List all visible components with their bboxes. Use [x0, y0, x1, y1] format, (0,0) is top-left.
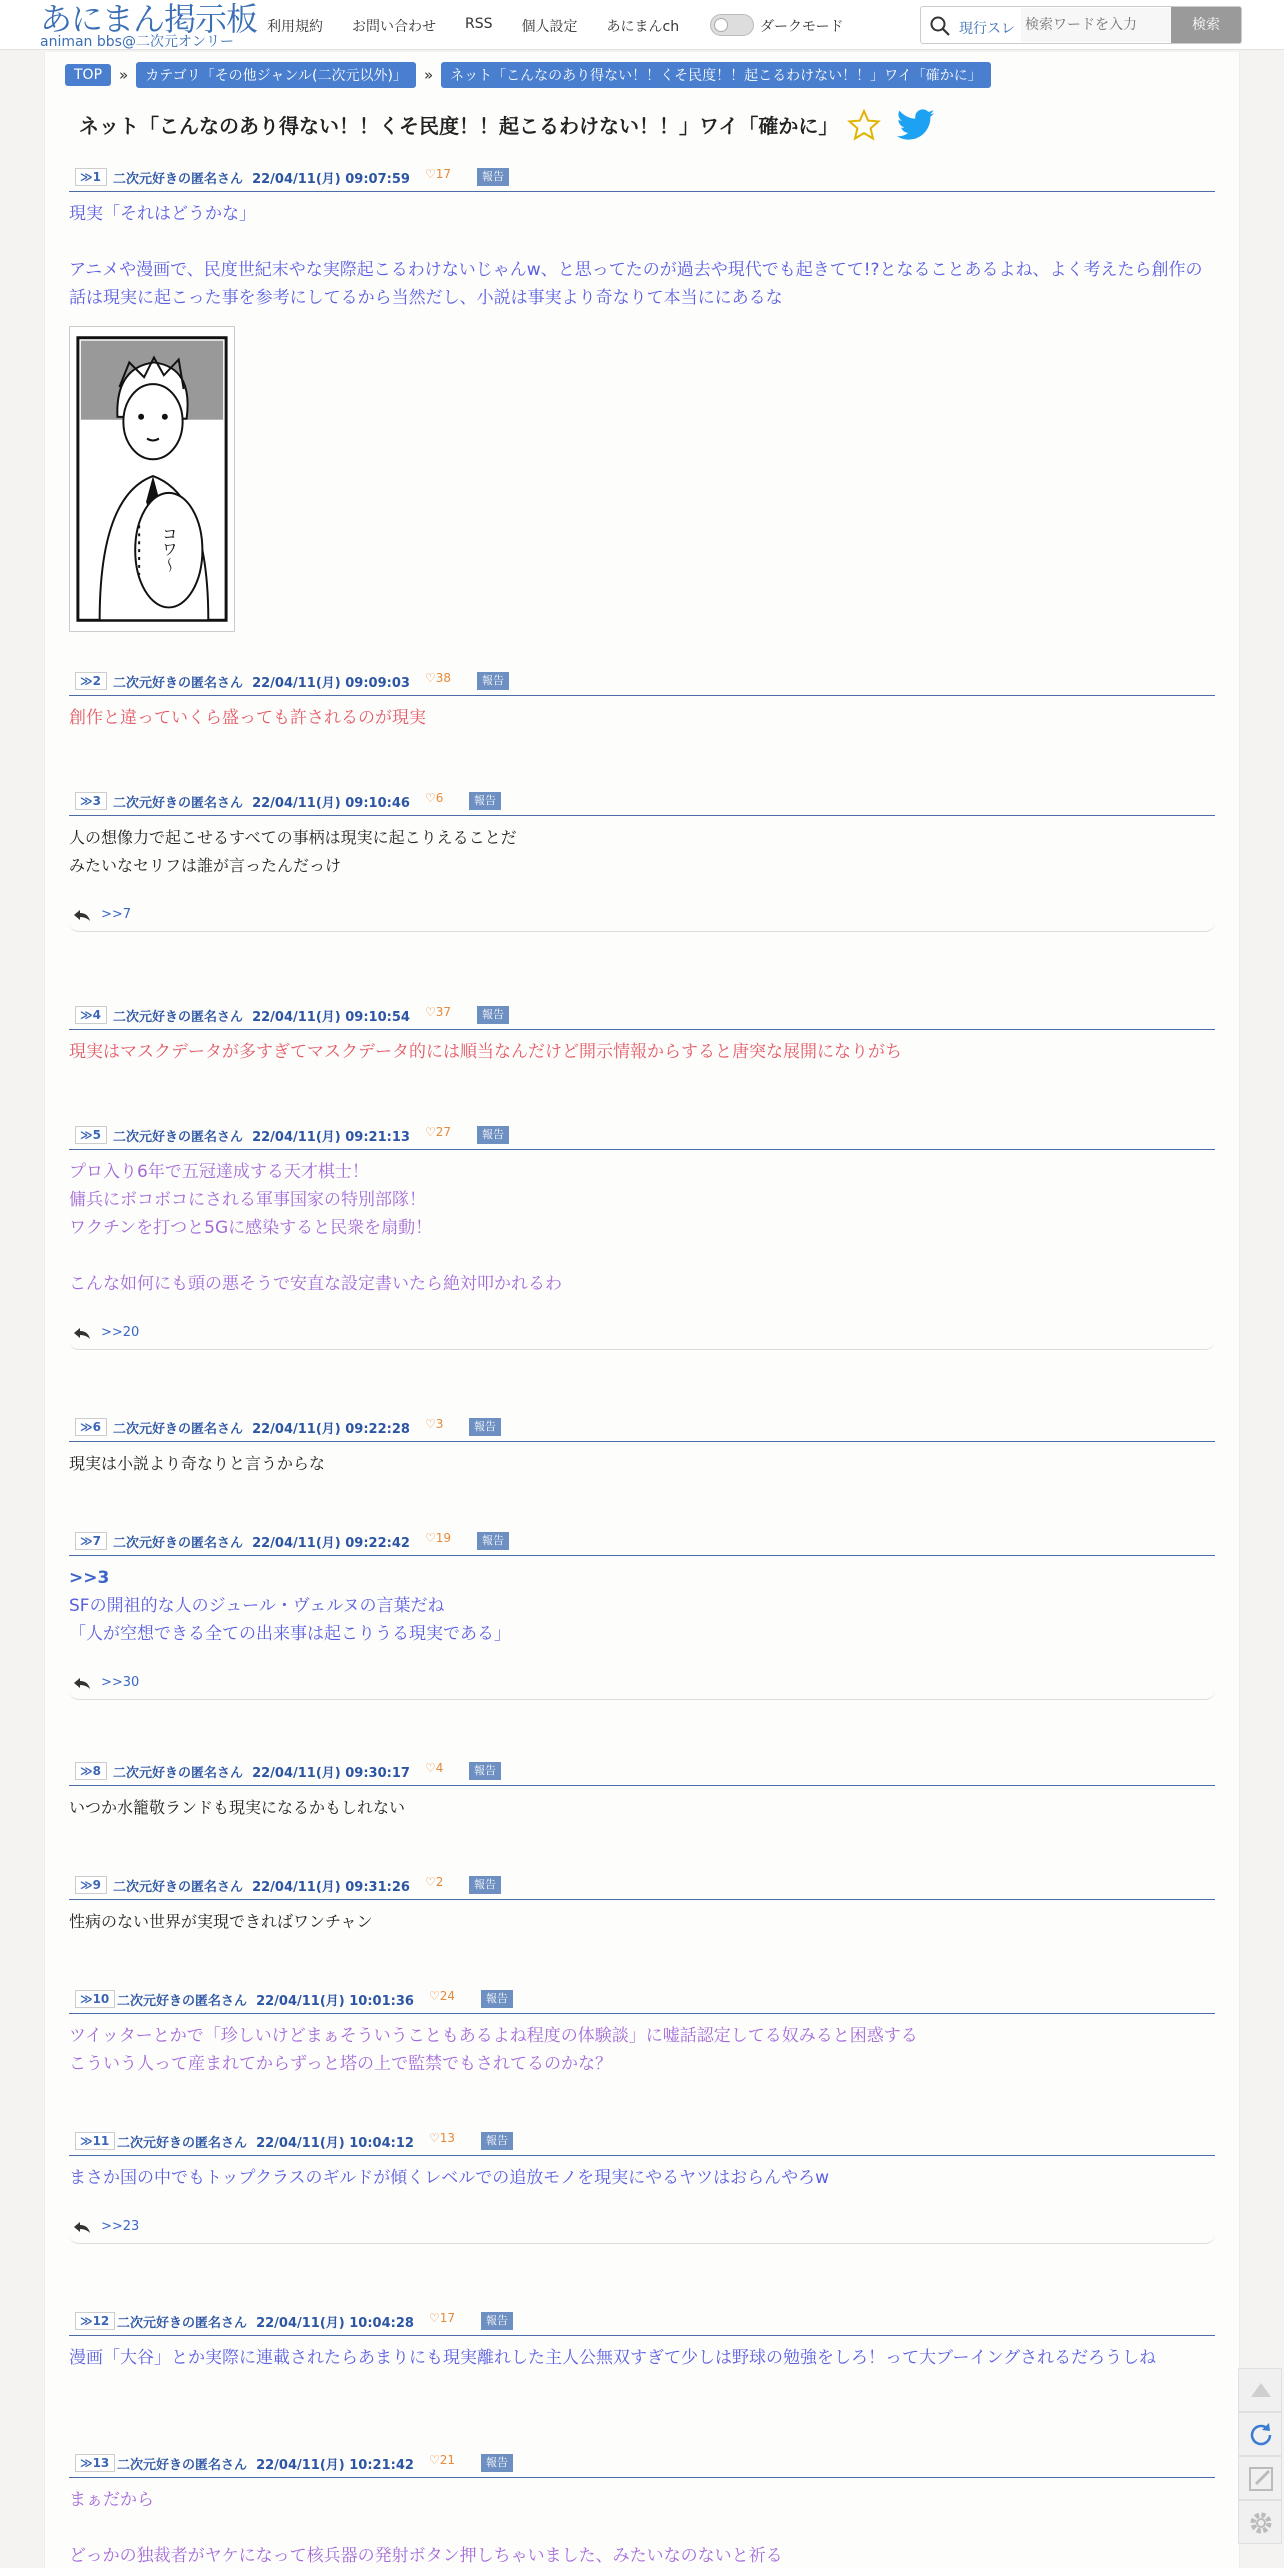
post-number[interactable]: ≫8: [75, 1762, 107, 1780]
breadcrumb-separator: »: [119, 66, 129, 84]
post-number[interactable]: ≫11: [75, 2132, 115, 2150]
reply-arrow-icon: [73, 908, 91, 922]
nav-terms[interactable]: 利用規約: [267, 19, 323, 35]
post: [69, 1528, 1215, 1700]
thread-title: ネット「こんなのあり得ない！！くそ民度！！起こるわけない！！」ワイ「確かに」: [79, 114, 839, 138]
post-author-date: [113, 1762, 410, 1781]
post-text-line: [69, 228, 1215, 256]
post: [69, 164, 1215, 632]
post-number[interactable]: ≫13: [75, 2454, 115, 2472]
logo-title: あにまん掲示板: [40, 0, 258, 38]
report-button[interactable]: 報告: [477, 672, 509, 690]
post-text-line: [69, 2514, 1215, 2542]
post-date: 22/04/11(月) 09:22:28: [252, 1422, 410, 1437]
post-header: [69, 1758, 1215, 1786]
post-header: [69, 2308, 1215, 2336]
thread-content: [44, 52, 1240, 2568]
post-body: [69, 1030, 1215, 1066]
post: [69, 1872, 1215, 1936]
heart-icon: ♡: [425, 1417, 436, 1431]
reload-button[interactable]: [1238, 2412, 1282, 2456]
post-body: [69, 1442, 1215, 1478]
post-header: [69, 1414, 1215, 1442]
reply-link[interactable]: >>23: [101, 2219, 140, 2234]
post-number[interactable]: ≫1: [75, 168, 107, 186]
post-author-date: [117, 1990, 414, 2009]
like-button[interactable]: [429, 1989, 455, 2003]
post-author: 二次元好きの匿名さん: [113, 1422, 244, 1437]
post-body: [69, 816, 1215, 880]
post-author: 二次元好きの匿名さん: [113, 172, 244, 187]
report-button[interactable]: 報告: [477, 1006, 509, 1024]
post: [69, 668, 1215, 732]
report-button[interactable]: 報告: [469, 1418, 501, 1436]
heart-icon: ♡: [425, 1005, 436, 1019]
like-button[interactable]: [425, 1531, 451, 1545]
report-button[interactable]: 報告: [477, 1126, 509, 1144]
post-text-line: [69, 1242, 1215, 1270]
post-date: 22/04/11(月) 09:22:42: [252, 1536, 410, 1551]
post: [69, 1122, 1215, 1350]
post-date: 22/04/11(月) 10:04:28: [256, 2316, 414, 2331]
post-header: [69, 2128, 1215, 2156]
post-author-date: [113, 1876, 410, 1895]
reply-arrow-icon: [73, 2220, 91, 2234]
search-input[interactable]: [1021, 8, 1171, 42]
reply-link[interactable]: >>7: [101, 907, 132, 922]
like-button[interactable]: [429, 2311, 455, 2325]
heart-icon: ♡: [425, 671, 436, 685]
post-author: 二次元好きの匿名さん: [113, 1880, 244, 1895]
post-number[interactable]: ≫3: [75, 792, 107, 810]
post-author: 二次元好きの匿名さん: [117, 2458, 248, 2473]
search-box: [920, 6, 1242, 44]
post-body: [69, 1786, 1215, 1822]
post: [69, 1758, 1215, 1822]
site-logo[interactable]: [40, 2, 257, 49]
post-author: 二次元好きの匿名さん: [113, 796, 244, 811]
pencil-icon: [1239, 2457, 1283, 2501]
post-author: 二次元好きの匿名さん: [113, 676, 244, 691]
post-author-date: [113, 1006, 410, 1025]
post-header: [69, 1986, 1215, 2014]
post-number[interactable]: ≫4: [75, 1006, 107, 1024]
post-number[interactable]: ≫7: [75, 1532, 107, 1550]
nav-settings[interactable]: 個人設定: [521, 19, 578, 35]
post-body: [69, 1556, 1215, 1648]
like-count: 19: [435, 1531, 452, 1545]
settings-button[interactable]: [1238, 2500, 1282, 2544]
post-text-line: 人の想像力で起こせるすべての事柄は現実に起こりえることだ: [69, 828, 517, 847]
like-button[interactable]: [425, 1005, 451, 1019]
nav-rss[interactable]: RSS: [465, 16, 493, 32]
like-button[interactable]: [425, 1761, 443, 1775]
post-anchor-link[interactable]: >>3: [69, 1568, 110, 1588]
reply-link[interactable]: >>30: [101, 1675, 140, 1690]
post-author: 二次元好きの匿名さん: [113, 1766, 244, 1781]
report-button[interactable]: 報告: [477, 1532, 509, 1550]
post-text-line: 現実「それはどうかな」: [69, 204, 256, 224]
post: [69, 2128, 1215, 2244]
post: [69, 788, 1215, 932]
like-count: 4: [435, 1761, 444, 1775]
post-text-line: 現実は小説より奇なりと言うからな: [69, 1454, 326, 1473]
post-text-line: 現実はマスクデータが多すぎてマスクデータ的には順当なんだけど開示情報からすると唐突な展開になりがち: [69, 1042, 902, 1062]
report-button[interactable]: 報告: [481, 2312, 513, 2330]
post-date: 22/04/11(月) 09:21:13: [252, 1130, 410, 1145]
post-text-line: ツイッターとかで「珍しいけどまぁそういうこともあるよね程度の体験談」に嘘話認定してる奴みると困惑する: [69, 2026, 918, 2046]
post-date: 22/04/11(月) 09:07:59: [252, 172, 410, 187]
post-text-line: 性病のない世界が実現できればワンチャン: [69, 1912, 373, 1931]
post-author-date: [113, 1418, 410, 1437]
post-text-line: 傭兵にボコボコにされる軍事国家の特別部隊！: [69, 1190, 426, 1210]
report-button[interactable]: 報告: [469, 1762, 501, 1780]
breadcrumb-thread[interactable]: ネット「こんなのあり得ない！！くそ民度！！起こるわけない！！」ワイ「確かに」: [441, 62, 991, 88]
gear-icon: [1239, 2501, 1283, 2545]
post-author: 二次元好きの匿名さん: [113, 1130, 244, 1145]
report-button[interactable]: 報告: [481, 2454, 513, 2472]
heart-icon: ♡: [429, 2131, 440, 2145]
post-body: [69, 192, 1215, 312]
post-number[interactable]: ≫9: [75, 1876, 107, 1894]
post-text-line: まぁだから: [69, 2490, 154, 2510]
post-date: 22/04/11(月) 10:04:12: [256, 2136, 414, 2151]
compose-button[interactable]: [1238, 2456, 1282, 2500]
like-count: 38: [435, 671, 452, 685]
like-button[interactable]: [425, 1417, 443, 1431]
post-author: 二次元好きの匿名さん: [113, 1010, 244, 1025]
like-count: 17: [435, 167, 452, 181]
search-scope-select[interactable]: 現行スレ: [959, 21, 1015, 37]
heart-icon: ♡: [425, 1531, 436, 1545]
like-count: 13: [439, 2131, 456, 2145]
post-text-line: ワクチンを打つと5Gに感染すると民衆を扇動！: [69, 1218, 433, 1238]
heart-icon: ♡: [425, 791, 436, 805]
post-text-line: アニメや漫画で、民度世紀末やな実際起こるわけないじゃんw、と思ってたのが過去や現代でも起きてて!?となることあるよね、よく考えたら創作の話は現実に起こった事を参考にしてるから当然だし、小説は事実より奇なりて本当ににあるな: [69, 260, 1203, 308]
post-author-date: [117, 2132, 414, 2151]
post-author-date: [113, 168, 410, 187]
post-body: [69, 2336, 1215, 2372]
reply-bar: [69, 1670, 1215, 1700]
report-button[interactable]: 報告: [477, 168, 509, 186]
like-button[interactable]: [429, 2131, 455, 2145]
post-body: [69, 2478, 1215, 2568]
like-button[interactable]: [425, 791, 443, 805]
post-date: 22/04/11(月) 09:30:17: [252, 1766, 410, 1781]
post-header: [69, 2450, 1215, 2478]
post-header: [69, 1122, 1215, 1150]
like-button[interactable]: [425, 1125, 451, 1139]
heart-icon: ♡: [425, 1875, 436, 1889]
post-text-line: みたいなセリフは誰が言ったんだっけ: [69, 856, 342, 875]
post-author-date: [113, 792, 410, 811]
post: [69, 2308, 1215, 2372]
dark-mode-label: ダークモード: [760, 19, 844, 35]
breadcrumb: [65, 62, 991, 88]
heart-icon: ♡: [429, 1989, 440, 2003]
post-text-line: 創作と違っていくら盛っても許されるのが現実: [69, 708, 426, 728]
post-author-date: [113, 1532, 410, 1551]
post-header: [69, 164, 1215, 192]
search-button[interactable]: 検索: [1171, 7, 1241, 43]
toggle-knob: [714, 18, 728, 32]
nav-contact[interactable]: お問い合わせ: [352, 19, 436, 35]
post-author-date: [113, 1126, 410, 1145]
post-text-line: SFの開祖的な人のジュール・ヴェルヌの言葉だね: [69, 1596, 445, 1616]
like-count: 21: [439, 2453, 456, 2467]
post-date: 22/04/11(月) 09:10:46: [252, 796, 410, 811]
post-date: 22/04/11(月) 10:21:42: [256, 2458, 414, 2473]
post: [69, 1986, 1215, 2078]
dark-mode-toggle[interactable]: [710, 14, 754, 36]
reply-link[interactable]: >>20: [101, 1325, 140, 1340]
like-count: 37: [435, 1005, 452, 1019]
post-header: [69, 788, 1215, 816]
post-header: [69, 668, 1215, 696]
reply-bar: [69, 902, 1215, 932]
post-text-line: こういう人って産まれてからずっと塔の上で監禁でもされてるのかな？: [69, 2054, 612, 2074]
post-text-line: いつか水籠敬ランドも現実になるかもしれない: [69, 1798, 406, 1817]
like-count: 27: [435, 1125, 452, 1139]
post-body: [69, 696, 1215, 732]
post-number[interactable]: ≫12: [75, 2312, 115, 2330]
post-text-line: まさか国の中でもトップクラスのギルドが傾くレベルでの追放モノを現実にやるヤツはおらんやろw: [69, 2168, 830, 2188]
post-date: 22/04/11(月) 09:09:03: [252, 676, 410, 691]
like-button[interactable]: [425, 671, 451, 685]
post-body: [69, 1900, 1215, 1936]
reply-bar: [69, 2214, 1215, 2244]
post-author-date: [113, 672, 410, 691]
twitter-share-icon[interactable]: [897, 108, 935, 142]
post-text-line: どっかの独裁者がヤケになって核兵器の発射ボタン押しちゃいました、みたいなのないと祈る: [69, 2546, 783, 2566]
like-count: 3: [435, 1417, 444, 1431]
report-button[interactable]: 報告: [469, 1876, 501, 1894]
reply-arrow-icon: [73, 1676, 91, 1690]
like-button[interactable]: [425, 167, 451, 181]
like-count: 2: [435, 1875, 444, 1889]
reply-bar: [69, 1320, 1215, 1350]
post-image[interactable]: [69, 326, 235, 632]
post-number[interactable]: ≫6: [75, 1418, 107, 1436]
post-header: [69, 1872, 1215, 1900]
reload-icon: [1239, 2413, 1283, 2457]
heart-icon: ♡: [425, 1125, 436, 1139]
header-nav: [267, 16, 708, 36]
post-author: 二次元好きの匿名さん: [117, 1994, 248, 2009]
post-number[interactable]: ≫10: [75, 1990, 115, 2008]
post-header: [69, 1002, 1215, 1030]
like-count: 17: [439, 2311, 456, 2325]
post-text-line: 「人が空想できる全ての出来事は起こりうる現実である」: [69, 1624, 511, 1644]
post-author: 二次元好きの匿名さん: [117, 2316, 248, 2331]
breadcrumb-top[interactable]: TOP: [65, 64, 111, 86]
post-body: [69, 1150, 1215, 1298]
report-button[interactable]: 報告: [481, 2132, 513, 2150]
breadcrumb-separator: »: [423, 66, 434, 84]
heart-icon: ♡: [425, 167, 436, 181]
heart-icon: ♡: [429, 2311, 440, 2325]
post-body: [69, 2014, 1215, 2078]
search-icon: [929, 15, 951, 37]
post-author-date: [117, 2312, 414, 2331]
post-number[interactable]: ≫2: [75, 672, 107, 690]
breadcrumb-category[interactable]: カテゴリ「その他ジャンル(二次元以外)」: [136, 62, 416, 88]
like-button[interactable]: [429, 2453, 455, 2467]
image-caption: コワ〜: [159, 525, 179, 573]
scroll-top-button[interactable]: [1238, 2368, 1282, 2412]
post-header: [69, 1528, 1215, 1556]
post-text-line: 漫画「大谷」とか実際に連載されたらあまりにも現実離れした主人公無双すぎて少しは野球の勉強をしろ！って大ブーイングされるだろうしね: [69, 2348, 1157, 2368]
nav-animanch[interactable]: あにまんch: [606, 19, 680, 35]
post-text-line: プロ入り6年で五冠達成する天才棋士！: [69, 1162, 369, 1182]
post-number[interactable]: ≫5: [75, 1126, 107, 1144]
post-text-line: こんな如何にも頭の悪そうで安直な設定書いたら絶対叩かれるわ: [69, 1274, 562, 1294]
heart-icon: ♡: [425, 1761, 436, 1775]
post: [69, 1414, 1215, 1478]
arrow-up-icon: [1239, 2369, 1283, 2413]
post-body: [69, 2156, 1215, 2192]
post: [69, 1002, 1215, 1066]
like-count: 24: [439, 1989, 456, 2003]
like-count: 6: [435, 791, 444, 805]
site-header: [0, 0, 1284, 50]
favorite-star-icon[interactable]: [847, 108, 881, 142]
post-author-date: [117, 2454, 414, 2473]
post-author: 二次元好きの匿名さん: [117, 2136, 248, 2151]
report-button[interactable]: 報告: [481, 1990, 513, 2008]
post-date: 22/04/11(月) 09:31:26: [252, 1880, 410, 1895]
logo-subtitle: animan bbs@二次元オンリー: [40, 34, 234, 50]
heart-icon: ♡: [429, 2453, 440, 2467]
post-author: 二次元好きの匿名さん: [113, 1536, 244, 1551]
post: [69, 2450, 1215, 2568]
like-button[interactable]: [425, 1875, 443, 1889]
reply-arrow-icon: [73, 1326, 91, 1340]
report-button[interactable]: 報告: [469, 792, 501, 810]
post-date: 22/04/11(月) 10:01:36: [256, 1994, 414, 2009]
post-date: 22/04/11(月) 09:10:54: [252, 1010, 410, 1025]
